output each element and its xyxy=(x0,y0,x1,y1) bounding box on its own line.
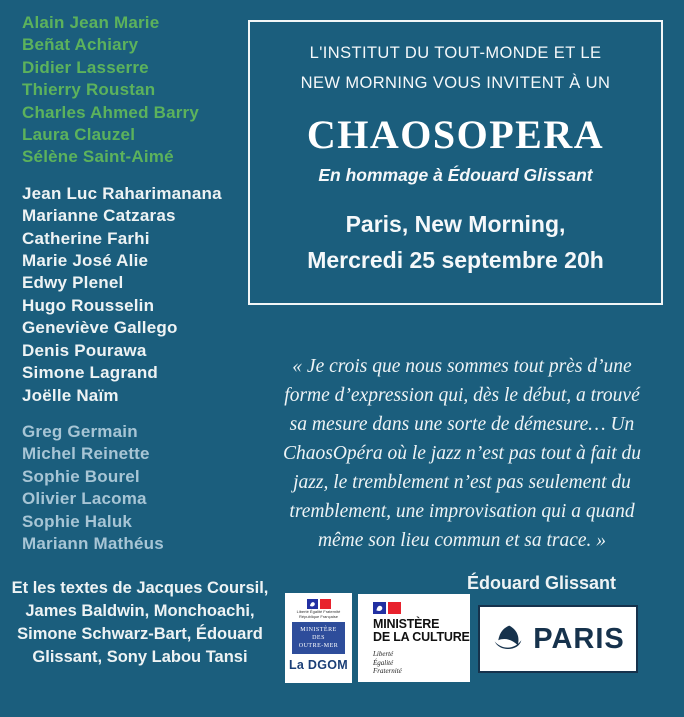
credits-line: Glissant, Sony Labou Tansi xyxy=(32,648,248,666)
dgom-label: La DGOM xyxy=(288,658,349,672)
lineup-name: Simone Lagrand xyxy=(22,363,158,383)
credits-line: James Baldwin, Monchoachi, xyxy=(25,602,255,620)
lineup-name: Edwy Plenel xyxy=(22,273,124,293)
lineup-name: Laura Clauzel xyxy=(22,125,136,145)
paris-label: PARIS xyxy=(533,622,625,655)
lineup-name: Denis Pourawa xyxy=(22,340,147,360)
paris-sail-icon xyxy=(491,624,525,654)
quote-line: sa mesure dans une sorte de démesure… Un xyxy=(289,414,635,435)
dgom-caption-line: République Française xyxy=(299,614,338,619)
plate-line: MINISTÈRE xyxy=(300,627,337,633)
quote-line: « Je crois que nous sommes tout près d’une xyxy=(292,356,632,377)
quote-line: même son lieu commun et sa trace. » xyxy=(317,530,607,551)
motto-line: Égalité xyxy=(373,658,394,667)
quote-line: tremblement, une improvisation qui a quand xyxy=(289,501,635,522)
plate-line: DES xyxy=(312,635,325,641)
lineup-name: Alain Jean Marie xyxy=(22,13,160,32)
dgom-caption-line: Liberté Égalité Fraternité xyxy=(296,609,341,614)
lineup-group-authors xyxy=(22,183,272,407)
invitation-intro-line-1: L'INSTITUT DU TOUT-MONDE ET LE xyxy=(309,44,602,62)
lineup-group-actors xyxy=(22,421,272,555)
motto-line: Liberté xyxy=(373,650,394,658)
invitation-intro-line-2: NEW MORNING VOUS INVITENT À UN xyxy=(300,74,611,92)
lineup-name: Sophie Haluk xyxy=(22,511,133,531)
lineup-name: Joëlle Naïm xyxy=(22,385,119,405)
lineup-name: Marie José Alie xyxy=(22,251,149,271)
quote-line: ChaosOpéra où le jazz n’est pas tout à fait du xyxy=(282,443,642,464)
lineup-column xyxy=(22,12,272,569)
credits-line: Et les textes de Jacques Coursil, xyxy=(11,579,269,597)
quote-line: jazz, le tremblement n’est pas seulement du xyxy=(293,472,631,493)
event-title: CHAOSOPERA xyxy=(306,112,605,157)
credits-line: Simone Schwarz-Bart, Édouard xyxy=(17,625,263,643)
quote-line: forme d’expression qui, dès le début, a trouvé xyxy=(284,385,640,406)
paris-logo xyxy=(478,605,638,673)
event-subtitle: En hommage à Édouard Glissant xyxy=(318,165,593,185)
culture-ministry-name xyxy=(373,618,470,644)
event-venue: Paris, New Morning, xyxy=(345,211,566,237)
event-datetime: Mercredi 25 septembre 20h xyxy=(307,247,604,273)
lineup-name: Hugo Rousselin xyxy=(22,295,155,315)
french-flag-icon xyxy=(373,602,401,614)
culture-ministry-logo xyxy=(358,594,470,682)
lineup-group-musicians xyxy=(22,12,272,169)
lineup-name: Jean Luc Raharimanana xyxy=(22,183,222,203)
invitation-box xyxy=(248,20,663,305)
lineup-name: Didier Lasserre xyxy=(22,57,149,77)
lineup-name: Geneviève Gallego xyxy=(22,318,178,338)
lineup-name: Beñat Achiary xyxy=(22,35,139,55)
dgom-flag-caption xyxy=(297,609,341,619)
lineup-name: Sélène Saint-Aimé xyxy=(22,147,174,167)
culture-name-line: MINISTÈRE xyxy=(373,617,440,631)
culture-name-line: DE LA CULTURE xyxy=(373,630,470,644)
quote-attribution: Édouard Glissant xyxy=(466,573,616,593)
lineup-name: Marianne Catzaras xyxy=(22,206,176,226)
lineup-name: Charles Ahmed Barry xyxy=(22,102,200,122)
invitation-intro xyxy=(250,38,661,98)
french-flag-icon xyxy=(307,599,331,609)
plate-line: OUTRE-MER xyxy=(298,643,339,649)
lineup-name: Sophie Bourel xyxy=(22,466,140,486)
lineup-name: Thierry Roustan xyxy=(22,80,156,100)
culture-motto xyxy=(373,650,470,676)
ministry-outremer-plate xyxy=(292,622,345,654)
motto-line: Fraternité xyxy=(373,667,402,675)
lineup-name: Olivier Lacoma xyxy=(22,489,147,509)
dgom-logo xyxy=(285,593,352,683)
lineup-name: Mariann Mathéus xyxy=(22,533,164,553)
lineup-name: Greg Germain xyxy=(22,421,138,441)
quote-block xyxy=(250,352,674,598)
lineup-name: Michel Reinette xyxy=(22,444,150,464)
credits-text xyxy=(2,577,278,669)
lineup-name: Catherine Farhi xyxy=(22,228,150,248)
